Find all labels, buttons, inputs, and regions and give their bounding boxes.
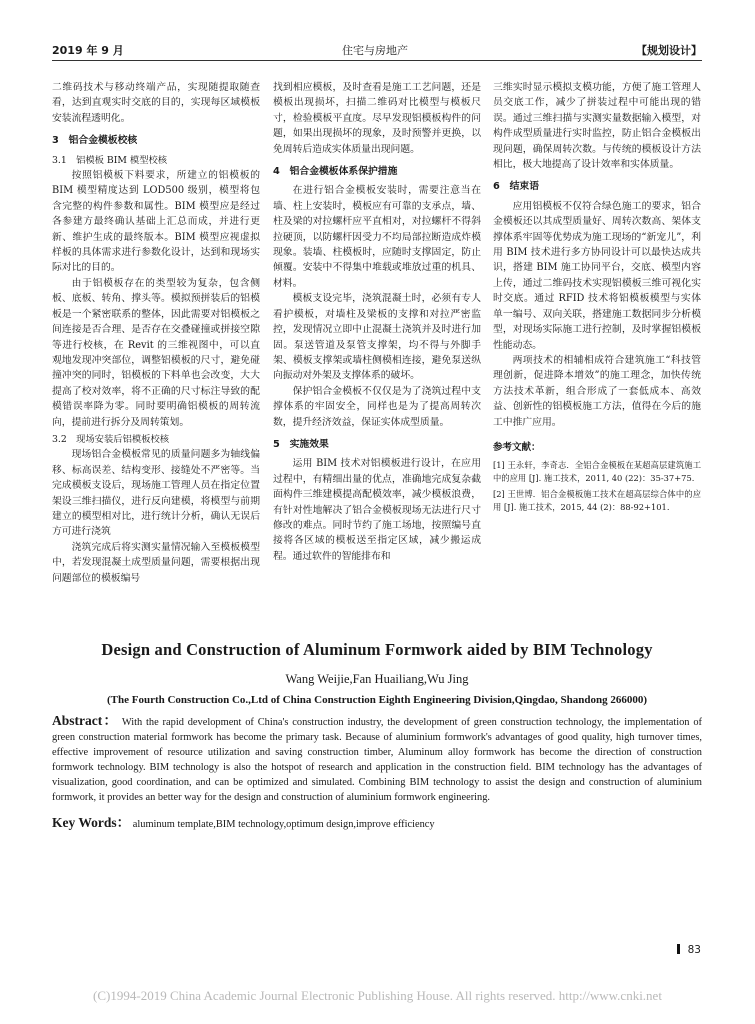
paragraph: 浇筑完成后将实测实量情况输入至模板模型中，若发现混凝土成型质量问题，需要根据出现问题部位的模板编号	[52, 541, 260, 584]
journal-name: 住宅与房地产	[342, 44, 408, 57]
running-header	[52, 36, 702, 60]
section-heading-4: 4 铝合金模板体系保护措施	[273, 166, 398, 178]
paragraph: 模板支设完毕，浇筑混凝土时，必须有专人看护模板，对墙柱及梁板的支撑和对拉严密监控，发现情况立即中止混凝土浇筑并及时进行加固。泵送管道及泵管支撑架，均不得与外脚手架、模板支撑架或墙柱侧模相连接，避免泵送纵向振动对外架及支撑体系的破坏。	[273, 293, 481, 382]
paragraph: 保护铝合金模板不仅仅是为了浇筑过程中支撑体系的牢固安全，同样也是为了提高周转次数，提升经济效益，保证实体成型质量。	[273, 385, 481, 428]
reference-item: [2] 王世博．铝合金模板施工技术在超高层综合体中的应用 [J]. 施工技术，2015, 44 (2)：88-92+101.	[493, 489, 701, 513]
references-title: 参考文献：	[493, 441, 541, 453]
english-keywords	[52, 815, 702, 832]
english-title: Design and Construction of Aluminum Formwork aided by BIM Technology	[101, 640, 653, 659]
copyright-footer: (C)1994-2019 China Academic Journal Electronic Publishing House. All rights reserved. http://www.cnki.net	[93, 988, 662, 1003]
paragraph: 运用 BIM 技术对铝模板进行设计，在应用过程中，有精细出量的优点，准确地完成复杂截面构件三维建模提高配模效率，减少模板浪费，有针对性地解决了铝合金模板现场无法进行尺寸修改的难点。同时节约了施工场地，按照编号直接将各区域的模板送至指定区域，减少搬运成程。通过软件的智能排布和	[273, 458, 481, 562]
section-heading-6: 6 结束语	[493, 181, 540, 193]
reference-item: [1] 王永轩，李奇志．全铝合金模板在某超高层建筑施工中的应用 [J]. 施工技术，2011, 40 (22)：35-37+75.	[493, 460, 701, 484]
paragraph: 两项技术的相辅相成符合建筑施工“科技管理创新，促进降本增效”的施工理念，加快传统方法技术革新，组合形成了一套低成本、高效益、创新性的铝模板施工方法，值得在今后的施工中推广应用。	[493, 354, 701, 428]
section-heading-3: 3 铝合金模板校核	[52, 135, 138, 147]
subsection-heading-3-2: 3.2 现场安装后铝模板校核	[52, 433, 170, 445]
page-number	[677, 944, 701, 956]
paragraph: 三维实时显示模拟支模功能，方便了施工管理人员交底工作，减少了拼装过程中可能出现的错误。通过三维扫描与实测实量数据输入模型，对构件成型质量进行实时监控，防止铝合金模板出现问题，确保周转次数。与传统的模板设计方法相比，极大地提高了设计效率和实体质量。	[493, 82, 701, 171]
paragraph: 在进行铝合金模板安装时，需要注意当在墙、柱上安装时，模板应有可靠的支承点，墙、柱及梁的对拉螺杆应平直相对，对拉螺杆不得斜拉硬顶，以防螺杆因受力不均局部拉断造成炸模现象。装墙、柱模板时，应随时支撑固定，防止倾覆。安装中不得集中堆载或堆放过重的机具、材料。	[273, 185, 481, 289]
subsection-heading-3-1: 3.1 铝模板 BIM 模型校核	[52, 154, 168, 166]
paragraph: 按照铝模板下料要求，所建立的铝模板的 BIM 模型精度达到 LOD500 级别，模型将包含完整的构件参数和属性。BIM 模型应是经过各参建方最终确认基础上汇总而成，并进行更新、维护生成的最终版本。BIM 模型应视虚拟样板的具体需求进行参数化设计，达到和现场实际对比的目的。	[52, 170, 260, 274]
section-label: 【规划设计】	[636, 44, 702, 57]
paragraph: 现场铝合金模板常见的质量问题多为轴线偏移、标高误差、结构变形、接缝处不严密等。当完成模板支设后，现场施工管理人员在指定位置架设三维扫描仪，进行反向建模，将模型与前期建立的模型相对比，进行统计分析，确认无误后方可进行浇筑	[52, 449, 260, 538]
paragraph: 由于铝模板存在的类型较为复杂，包含侧板、底板、转角、撑头等。模拟预拼装后的铝模板是一个紧密联系的整体，因此需要对铝模板之间连接是否合理、是否存在交叠碰撞或拼接空隙等进行校核，在 Revit 的三维视图中，可以直观地发现冲突部位，调整铝模板的尺寸，避免碰撞冲突的同时，铝模板的下料单也会改变，大大提高了校对效率，将不正确的尺寸标注导致的配模错误率降为零。同时要明确铝模板的周转流向，提前进行拆分及周转策划。	[52, 277, 260, 428]
column-middle	[273, 80, 481, 620]
header-rule	[52, 60, 702, 61]
paragraph: 应用铝模板不仅符合绿色施工的要求，铝合金模板还以其成型质量好、周转次数高、架体支撑体系牢固等优势成为施工现场的“新宠儿”，利用 BIM 技术进行多方协同设计可以最快达成共识，搭建 BIM 施工协同平台，交底、模型内容上传，通过二维码技术实现铝模板三维可视化实时交底。通过 RFID 技术将铝模板模型与实体单一编号、双向关联，搭建施工数据同步分析模型，对现场实际施工进行控制，及时掌握铝模板性能动态。	[493, 200, 701, 351]
english-authors: Wang Weijie,Fan Huailiang,Wu Jing	[285, 672, 469, 686]
page-number-text: 83	[687, 944, 701, 956]
section-heading-5: 5 实施效果	[273, 438, 329, 450]
english-abstract	[52, 713, 702, 805]
paragraph: 二维码技术与移动终端产品，实现随提取随查看，达到直观实时交底的目的，实现每区域模板安装流程透明化。	[52, 82, 260, 124]
keywords-label: Key Words：	[52, 815, 131, 830]
abstract-text: With the rapid development of China's construction industry, the development of green construction technology, the implementation of green construction material formwork has become the primary task. Because of aluminium formwork's advantages of good quality, high turnover times, effective improvement of resource utilization and saving construction timber, Aluminum alloy formwork has become the direction of construction formwork technology. BIM technology is also the hotspot of research and application in the construction field. BIM technology has the advantages of visualization, good coordination, and can be optimized and simulated. Combining BIM technology to assist the design and construction of aluminium formwork, it provides an better way for the design and construction of aluminium formwork engineering.	[52, 717, 702, 803]
column-right	[493, 80, 701, 620]
abstract-label: Abstract：	[52, 713, 119, 728]
column-left	[52, 80, 260, 620]
english-affiliation: (The Fourth Construction Co.,Ltd of China Construction Eighth Engineering Division,Qingdao, Shandong 266000)	[106, 694, 647, 706]
page-number-bar	[677, 944, 680, 954]
keywords-text: aluminum template,BIM technology,optimum design,improve efficiency	[132, 819, 435, 830]
issue-date: 2019 年 9 月	[52, 44, 124, 57]
paragraph: 找到相应模板，及时查看是施工工艺问题，还是模板出现损坏，扫描二维码对比模型与模板尺寸，检验模板平直度。尽早发现铝模板构件的问题，如果出现损坏的现象，及时预警并更换，以免周转后造成实体质量出现问题。	[273, 82, 481, 155]
